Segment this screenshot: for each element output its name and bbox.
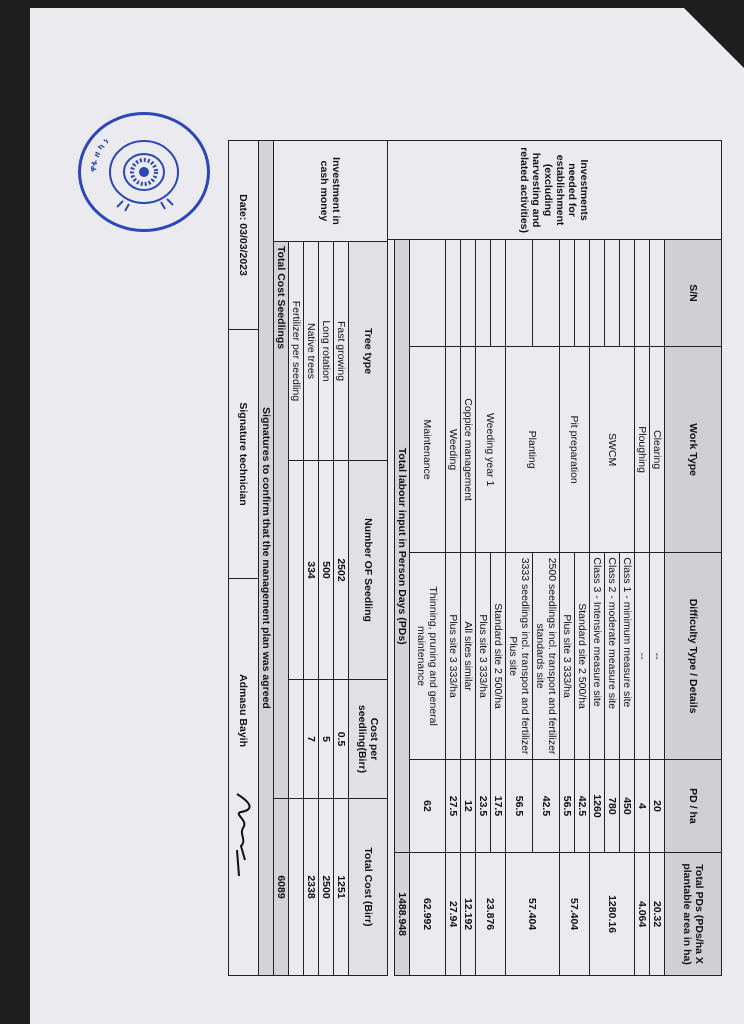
pd-cell: 1260 [590,759,605,852]
work-cell: Weeding year 1 [476,346,506,553]
total-cell: 1280.16 [590,853,635,976]
investment-table [387,140,722,976]
pd-cell: 42.5 [575,759,590,852]
detail-cell: 2500 seedlings incl. transport and fertilizer standards site [533,553,560,759]
total-cost-cell: 1251 [334,799,349,976]
investments-label: Investments needed for establishment (excluding harvesting and related activities) [388,141,722,240]
detail-cell: Class 1 - minimum measure site [620,553,635,759]
pd-cell: 56.5 [560,759,575,852]
pd-cell: 23.5 [476,759,491,852]
table-row [620,141,635,976]
table-row [605,141,620,976]
table-row [635,141,650,976]
number-cell: 2502 [334,461,349,680]
pd-cell: 27.5 [446,759,461,852]
header-work-type: Work Type [665,346,722,553]
svg-text:ዋፋ ዘ ካ ነ [89,136,112,172]
detail-cell: Standard site 2 500/ha [491,553,506,759]
table-row [533,141,560,976]
table-row [410,141,446,976]
cost-cell [289,680,304,799]
total-cost-cell: 2338 [304,799,319,976]
cash-label: Investment in cash money [274,141,388,242]
table-row [304,141,319,976]
number-cell: 500 [319,461,334,680]
table-row [560,141,575,976]
cash-table [273,140,388,976]
total-cell: 57.404 [506,853,560,976]
official-stamp [78,112,210,232]
detail-cell: All sites similar [461,553,476,759]
detail-cell: Thinning, pruning and general maintenance [410,553,446,759]
tree-type-cell: Fast growing [334,242,349,461]
handwritten-signature-icon [232,790,256,880]
work-cell: SWCM [590,346,635,553]
table-row [289,141,304,976]
tree-type-cell: Native trees [304,242,319,461]
cash-total-value: 6089 [274,799,289,976]
pd-cell: 780 [605,759,620,852]
cash-header-tree-type: Tree type [349,242,388,461]
cash-total-label: Total Cost Seedlings [274,242,289,799]
total-cell: 23.876 [476,853,506,976]
pd-cell: 56.5 [506,759,533,852]
cash-header-total: Total Cost (Birr) [349,799,388,976]
pd-cell: 450 [620,759,635,852]
tree-type-cell: Fertilizer per seedling [289,242,304,461]
labour-total-value: 1488.948 [395,853,410,976]
total-cell: 4.064 [635,853,650,976]
detail-cell: Class 2 - moderate measure site [605,553,620,759]
detail-cell: Plus site 3 333/ha [560,553,575,759]
signature-caption: Signatures to confirm that the management plan was agreed [259,141,274,976]
total-cell: 20.32 [650,853,665,976]
table-row [491,141,506,976]
detail-cell: -- [635,553,650,759]
total-cost-cell [289,799,304,976]
stamp-text: ዋፋ ዘ ካ ነ [88,136,112,173]
paper-corner [684,8,744,68]
header-total-pds: Total PDs (PDs/ha X plantable area in ha) [665,853,722,976]
labour-total-row [395,141,410,976]
cost-cell: 0.5 [334,680,349,799]
cost-cell: 5 [319,680,334,799]
work-cell: Pit preparation [560,346,590,553]
technician-name: Admasu Bayih [237,674,250,747]
detail-cell: 3333 seedlings incl. transport and fertilizer Plus site [506,553,533,759]
detail-cell: Class 3 - Intensive measure site [590,553,605,759]
total-cell: 62.992 [410,853,446,976]
detail-cell: Plus site 3 333/ha [446,553,461,759]
tree-type-cell: Long rotation [319,242,334,461]
pd-cell: 20 [650,759,665,852]
stamp-icon [81,115,207,229]
labour-total-label: Total labour input in Person Days (PDs) [395,240,410,853]
table-row [506,141,533,976]
work-cell: Maintenance [410,346,446,553]
total-cost-cell: 2500 [319,799,334,976]
detail-cell: Plus site 3 333/ha [476,553,491,759]
work-cell: Ploughing [635,346,650,553]
total-cell: 57.404 [560,853,590,976]
work-cell: Coppice management [461,346,476,553]
table-row [476,141,491,976]
technician-label: Signature technician [229,330,259,579]
signature-date: Date: 03/03/2023 [229,141,259,330]
table-row [319,141,334,976]
pd-cell: 42.5 [533,759,560,852]
table-row [461,141,476,976]
table-row [575,141,590,976]
rotated-document [162,140,722,976]
number-cell: 334 [304,461,319,680]
header-sn: S/N [665,240,722,347]
work-cell: Clearing [650,346,665,553]
cash-header-number: Number OF Seedling [349,461,388,680]
pd-cell: 62 [410,759,446,852]
number-cell [289,461,304,680]
technician-signature-cell [229,579,259,976]
pd-cell: 4 [635,759,650,852]
total-cell: 12.192 [461,853,476,976]
work-cell: Weeding [446,346,461,553]
detail-cell: -- [650,553,665,759]
cost-cell: 7 [304,680,319,799]
table-row [446,141,461,976]
detail-cell: Standard site 2 500/ha [575,553,590,759]
table-row [590,141,605,976]
pd-cell: 12 [461,759,476,852]
table-row [650,141,665,976]
pd-cell: 17.5 [491,759,506,852]
work-cell: Planting [506,346,560,553]
cash-total-row [274,141,289,976]
signature-table [228,140,274,976]
cash-header-cost: Cost per seedling(Birr) [349,680,388,799]
header-difficulty: Difficulty Type / Details [665,553,722,759]
total-cell: 27.94 [446,853,461,976]
table-row [334,141,349,976]
header-pd-ha: PD / ha [665,759,722,852]
